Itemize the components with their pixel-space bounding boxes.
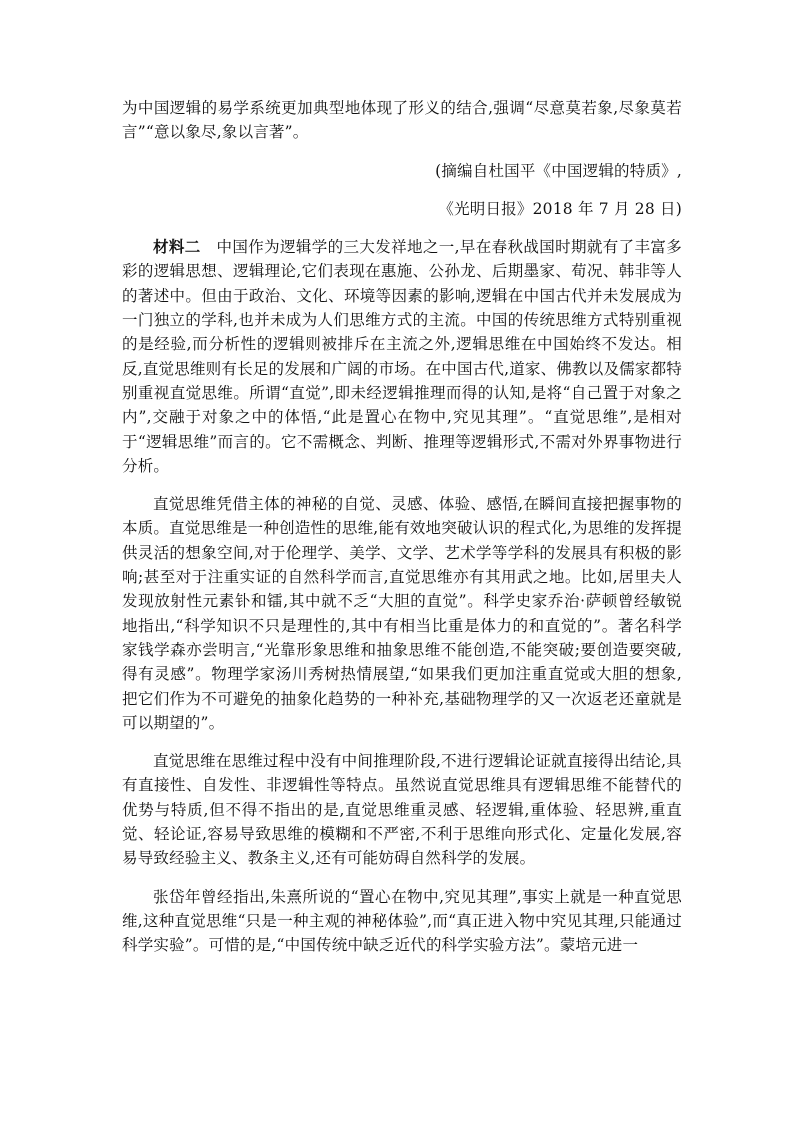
material-two-paragraph: [122, 235, 682, 478]
material-two-text: 中国作为逻辑学的三大发祥地之一,早在春秋战国时期就有了丰富多彩的逻辑思想、逻辑理论,它们表现在惠施、公孙龙、后期墨家、荀况、韩非等人的著述中。但由于政治、文化、环境等因素的影响,逻辑在中国古代并未发展成为一门独立的学科,也并未成为人们思维方式的主流。中国的传统思维方式特别重视的是经验,而分析性的逻辑则被排斥在主流之外,逻辑思维在中国始终不发达。相反,直觉思维则有长足的发展和广阔的市场。在中国古代,道家、佛教以及儒家都特别重视直觉思维。所谓“直觉”,即未经逻辑推理而得的认知,是将“自己置于对象之内”,交融于对象之中的体悟,“此是置心在物中,究见其理”。“直觉思维”,是相对于“逻辑思维”而言的。它不需概念、判断、推理等逻辑形式,不需对外界事物进行分析。: [122, 238, 682, 475]
zhang-dainian-paragraph: 张岱年曾经指出,朱熹所说的“置心在物中,究见其理”,事实上就是一种直觉思维,这种直觉思维“只是一种主观的神秘体验”,而“真正进入物中究见其理,只能通过科学实验”。可惜的是,“中国传统中缺乏近代的科学实验方法”。蒙培元进一: [122, 887, 682, 955]
source-citation-line-2: 《光明日报》2018 年 7 月 28 日): [438, 199, 682, 218]
intuition-features-paragraph: 直觉思维在思维过程中没有中间推理阶段,不进行逻辑论证就直接得出结论,具有直接性、自发性、非逻辑性等特点。虽然说直觉思维具有逻辑思维不能替代的优势与特质,但不得不指出的是,直觉思维重灵感、轻逻辑,重体验、轻思辨,重直觉、轻论证,容易导致思维的模糊和不严密,不利于思维向形式化、定量化发展,容易导致经验主义、教条主义,还有可能妨碍自然科学的发展。: [122, 752, 682, 868]
document-body: [122, 96, 682, 958]
intuition-paragraph: 直觉思维凭借主体的神秘的自觉、灵感、体验、感悟,在瞬间直接把握事物的本质。直觉思维是一种创造性的思维,能有效地突破认识的程式化,为思维的发挥提供灵活的想象空间,对于伦理学、美学、文学、艺术学等学科的发展具有积极的影响;甚至对于注重实证的自然科学而言,直觉思维亦有其用武之地。比如,居里夫人发现放射性元素钋和镭,其中就不乏“大胆的直觉”。科学史家乔治·萨顿曾经敏锐地指出,“科学知识不只是理性的,其中有相当比重是体力的和直觉的”。著名科学家钱学森亦尝明言,“光靠形象思维和抽象思维不能创造,不能突破;要创造要突破,得有灵感”。物理学家汤川秀树热情展望,“如果我们更加注重直觉或大胆的想象,把它们作为不可避免的抽象化趋势的一种补充,基础物理学的又一次返老还童就是可以期望的”。: [122, 495, 682, 732]
continued-paragraph: 为中国逻辑的易学系统更加典型地体现了形义的结合,强调“尽意莫若象,尽象莫若言”“意以象尽,象以言著”。: [122, 99, 682, 142]
material-two-label: 材料二: [153, 237, 201, 257]
source-citation-line-1: (摘编自杜国平《中国逻辑的特质》,: [435, 161, 682, 180]
